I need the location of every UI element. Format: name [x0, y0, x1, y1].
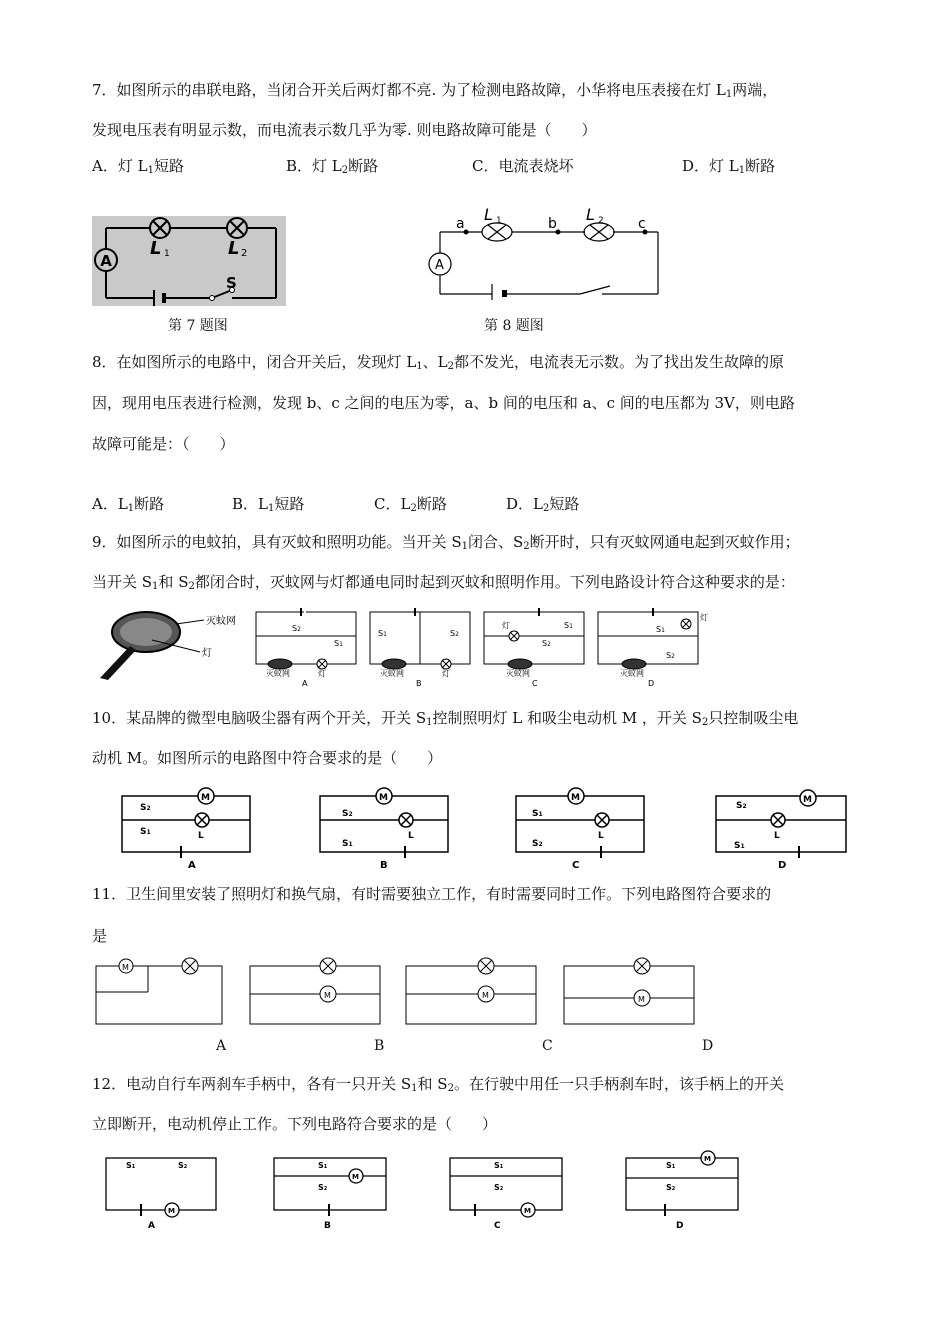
q9-a-net: 灭蚊网: [266, 669, 290, 678]
q11-b-label[interactable]: B: [374, 1038, 385, 1054]
q11-circuit-b: [246, 956, 386, 1028]
q9-circuit-a: [252, 606, 360, 688]
q9-a-lamp: 灯: [318, 669, 326, 678]
q8-fig-l1-label: L: [484, 208, 493, 224]
q10-c-lamp: L: [598, 831, 604, 841]
q9-d-s1: S1: [656, 625, 665, 634]
q12-c-label[interactable]: C: [494, 1221, 501, 1231]
q7-option-d[interactable]: D．灯 $L_1$断路: [682, 157, 776, 176]
q12-a-motor: M: [168, 1207, 175, 1215]
q12-line2: 立即断开，电动机停止工作。下列电路符合要求的是（ ）: [92, 1115, 498, 1133]
q10-b-lamp: L: [408, 831, 414, 841]
q12-b-s2: S2: [318, 1183, 328, 1192]
q9-b-s2: S2: [450, 629, 459, 638]
q10-line1: 10．某品牌的微型电脑吸尘器有两个开关，开关 $S_1$控制照明灯 L 和吸尘电动机 M ，开关 $S_2$只控制吸尘电: [92, 709, 799, 728]
q10-a-s2: S2: [140, 803, 151, 813]
q7-caption: 第 7 题图: [168, 318, 228, 334]
q8-line3: 故障可能是：（ ）: [92, 435, 235, 453]
q9-d-label[interactable]: D: [648, 679, 655, 688]
q12-circuit-d: [620, 1146, 744, 1232]
q12-b-s1: S1: [318, 1161, 328, 1170]
q7-fig-l2-sub: 2: [241, 248, 248, 259]
q8-line2: 因，现用电压表进行检测，发现 b、c 之间的电压为零，a、b 间的电压和 a、c 间的电压都为 3V，则电路: [92, 394, 795, 412]
q10-c-motor: M: [571, 793, 580, 803]
q9-c-lamp: 灯: [502, 621, 510, 630]
q7-option-b[interactable]: B．灯 $L_2$断路: [286, 157, 379, 176]
q12-b-motor: M: [352, 1173, 359, 1181]
q9-c-label[interactable]: C: [532, 679, 538, 688]
q9-a-s1: S1: [334, 639, 343, 648]
q10-b-motor: M: [379, 793, 388, 803]
q10-d-s1: S1: [734, 841, 745, 851]
q10-a-lamp: L: [198, 831, 204, 841]
q10-d-motor: M: [803, 795, 812, 805]
q9-circuit-b: [366, 606, 476, 688]
q12-circuit-c: [444, 1150, 568, 1232]
q9-swatter-lamp-label: 灯: [202, 648, 212, 659]
q11-c-motor: M: [482, 991, 489, 1000]
q10-circuit-c: [512, 786, 654, 870]
q9-b-s1: S1: [378, 629, 387, 638]
q12-d-s2: S2: [666, 1183, 676, 1192]
q9-a-label[interactable]: A: [302, 679, 308, 688]
q9-c-s1: S1: [564, 621, 573, 630]
q11-circuit-d: [560, 956, 700, 1028]
q8-fig-point-a: a: [456, 216, 465, 232]
q8-fig-point-c: c: [638, 216, 646, 232]
q12-circuit-a: [100, 1150, 220, 1232]
q11-b-motor: M: [324, 991, 331, 1000]
q9-d-lamp: 灯: [700, 613, 708, 622]
q10-d-label[interactable]: D: [778, 860, 787, 870]
q12-b-label[interactable]: B: [324, 1221, 331, 1231]
q7-circuit-figure: [92, 216, 286, 306]
q7-fig-ammeter-label: A: [100, 252, 112, 270]
q10-c-s2: S2: [532, 839, 543, 849]
q10-c-s1: S1: [532, 809, 543, 819]
q12-d-motor: M: [704, 1155, 711, 1163]
q12-c-s2: S2: [494, 1183, 504, 1192]
q11-a-label[interactable]: A: [216, 1038, 227, 1054]
q11-circuit-c: [402, 956, 542, 1028]
q10-d-s2: S2: [736, 801, 747, 811]
q10-circuit-b: [316, 786, 458, 870]
q11-c-label[interactable]: C: [542, 1038, 553, 1054]
q8-fig-l2-label: L: [586, 208, 595, 224]
q10-a-s1: S1: [140, 827, 151, 837]
q10-circuit-d: [712, 786, 854, 870]
q11-line2: 是: [92, 927, 108, 945]
q12-c-s1: S1: [494, 1161, 504, 1170]
q11-a-motor: M: [122, 963, 129, 972]
q7-line1: 7．如图所示的串联电路，当闭合开关后两灯都不亮. 为了检测电路故障，小华将电压表接在灯 $L_1$两端，: [92, 81, 778, 100]
q8-fig-ammeter-label: A: [435, 258, 444, 273]
q9-d-s2: S2: [666, 651, 675, 660]
q7-fig-l2-label: L: [228, 238, 240, 259]
q7-line2: 发现电压表有明显示数，而电流表示数几乎为零. 则电路故障可能是（ ）: [92, 121, 597, 139]
q10-a-motor: M: [201, 793, 210, 803]
q11-d-label[interactable]: D: [702, 1038, 714, 1054]
q12-circuit-b: [268, 1150, 392, 1232]
q12-line1: 12．电动自行车两刹车手柄中，各有一只开关 $S_1$和 $S_2$。在行驶中用任一只手柄刹车时，该手柄上的开关: [92, 1075, 784, 1094]
q9-line1: 9．如图所示的电蚊拍，具有灭蚊和照明功能。当开关 $S_1$闭合、$S_2$断开时，只有灭蚊网通电起到灭蚊作用；: [92, 533, 800, 552]
q9-b-net: 灭蚊网: [380, 669, 404, 678]
q7-option-c[interactable]: C．电流表烧坏: [472, 157, 574, 175]
q9-d-net: 灭蚊网: [620, 669, 644, 678]
q9-b-label[interactable]: B: [416, 679, 422, 688]
q8-fig-l1-sub: 1: [496, 216, 502, 226]
q9-a-s2: S2: [292, 624, 301, 633]
q11-circuit-a: [92, 956, 232, 1028]
q7-option-a[interactable]: A．灯 $L_1$短路: [92, 157, 184, 176]
q10-circuit-a: [118, 786, 260, 870]
q7-fig-l1-label: L: [150, 238, 162, 259]
q12-c-motor: M: [524, 1207, 531, 1215]
q9-swatter-net-label: 灭蚊网: [206, 616, 236, 627]
q12-d-s1: S1: [666, 1161, 676, 1170]
q10-a-label[interactable]: A: [188, 860, 196, 870]
q8-option-d[interactable]: D．$L_2$短路: [506, 495, 580, 514]
q8-circuit-figure: [420, 208, 670, 300]
q10-line2: 动机 M。如图所示的电路图中符合要求的是（ ）: [92, 749, 443, 767]
q8-caption: 第 8 题图: [484, 318, 544, 334]
q9-circuit-d: [594, 606, 718, 688]
q8-option-a[interactable]: A．$L_1$断路: [92, 495, 165, 514]
q7-fig-l1-sub: 1: [164, 249, 170, 259]
q9-mosquito-swatter-image: [96, 610, 246, 682]
q11-line1: 11．卫生间里安装了照明灯和换气扇，有时需要独立工作，有时需要同时工作。下列电路图符合要求的: [92, 885, 772, 903]
q8-fig-point-b: b: [548, 216, 557, 232]
q10-c-label[interactable]: C: [572, 860, 580, 870]
q12-a-s2: S2: [178, 1161, 188, 1170]
q7-fig-switch-label: S: [226, 274, 237, 292]
q10-b-s1: S1: [342, 839, 353, 849]
q11-d-motor: M: [638, 995, 645, 1004]
q9-c-net: 灭蚊网: [506, 669, 530, 678]
q10-b-s2: S2: [342, 809, 353, 819]
q9-b-lamp: 灯: [442, 669, 450, 678]
q12-a-label[interactable]: A: [148, 1221, 155, 1231]
q12-d-label[interactable]: D: [676, 1221, 684, 1231]
q9-c-s2: S2: [542, 639, 551, 648]
q8-option-c[interactable]: C．$L_2$断路: [374, 495, 447, 514]
q10-d-lamp: L: [774, 831, 780, 841]
q9-circuit-c: [480, 606, 590, 688]
q9-line2: 当开关 $S_1$和 $S_2$都闭合时，灭蚊网与灯都通电同时起到灭蚊和照明作用。下列电路设计符合这种要求的是：: [92, 573, 795, 592]
q8-fig-l2-sub: 2: [598, 216, 604, 226]
q8-line1: 8．在如图所示的电路中，闭合开关后，发现灯 $L_1$、$L_2$都不发光，电流表无示数。为了找出发生故障的原: [92, 353, 785, 372]
q10-b-label[interactable]: B: [380, 860, 388, 870]
q8-option-b[interactable]: B．$L_1$短路: [232, 495, 305, 514]
q12-a-s1: S1: [126, 1161, 136, 1170]
